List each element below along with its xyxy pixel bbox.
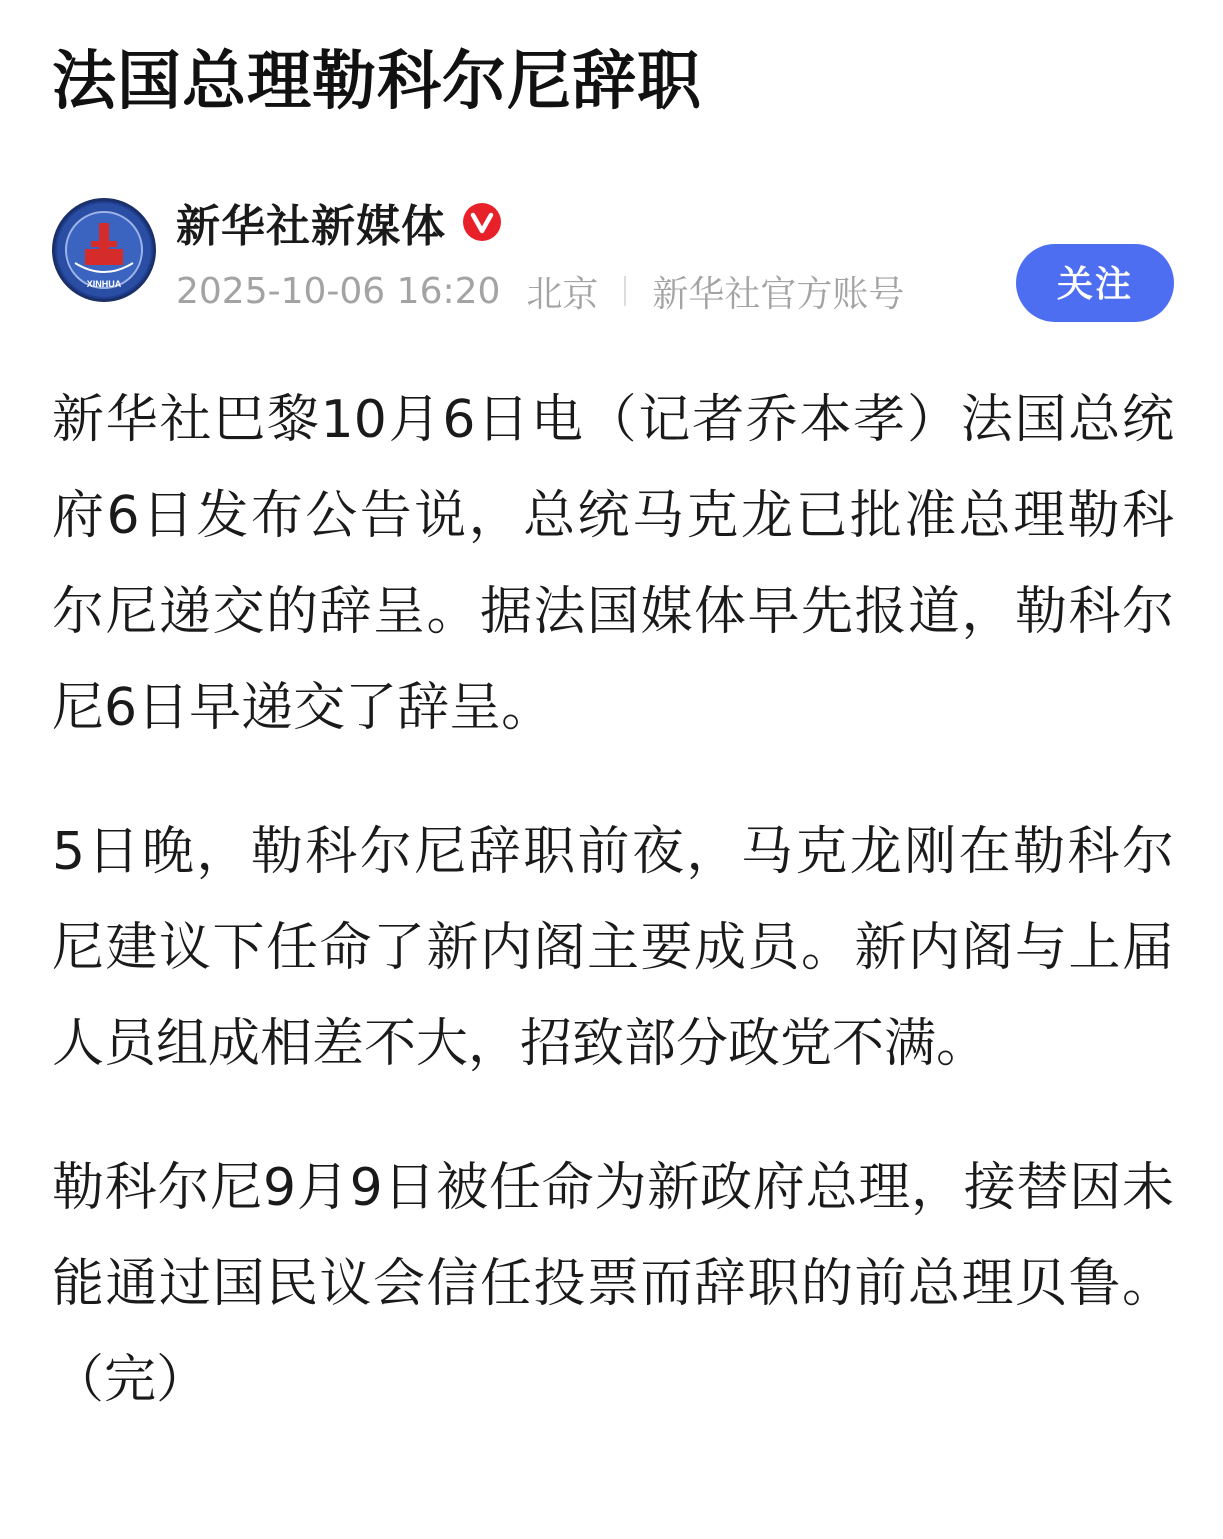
publish-datetime: 2025-10-06 16:20: [176, 270, 501, 312]
article-body: [52, 372, 1174, 1428]
article-paragraph: 勒科尔尼9月9日被任命为新政府总理，接替因未能通过国民议会信任投票而辞职的前总理贝鲁。（完）: [52, 1158, 1174, 1410]
meta-line: [176, 266, 904, 316]
author-name[interactable]: 新华社新媒体: [176, 201, 446, 252]
account-type: 新华社官方账号: [652, 273, 905, 315]
follow-button[interactable]: 关注: [1016, 244, 1174, 322]
author-info: [176, 192, 904, 316]
avatar[interactable]: [52, 198, 156, 302]
avatar-logo-text: XINHUA: [86, 279, 122, 289]
meta-divider: [624, 276, 626, 306]
article-title: 法国总理勒科尔尼辞职: [52, 45, 702, 119]
author-name-line: [176, 192, 904, 252]
article-paragraph: 5日晚，勒科尔尼辞职前夜，马克龙刚在勒科尔尼建议下任命了新内阁主要成员。新内阁与上届人员组成相差不大，招致部分政党不满。: [52, 822, 1174, 1074]
article: [52, 0, 1174, 1476]
xinhua-logo-icon: [55, 201, 153, 299]
author-row: [52, 192, 1174, 315]
verified-icon: [462, 202, 502, 242]
publish-location: 北京: [526, 273, 599, 315]
article-paragraph: 新华社巴黎10月6日电（记者乔本孝）法国总统府6日发布公告说，总统马克龙已批准总理勒科尔尼递交的辞呈。据法国媒体早先报道，勒科尔尼6日早递交了辞呈。: [52, 390, 1174, 738]
